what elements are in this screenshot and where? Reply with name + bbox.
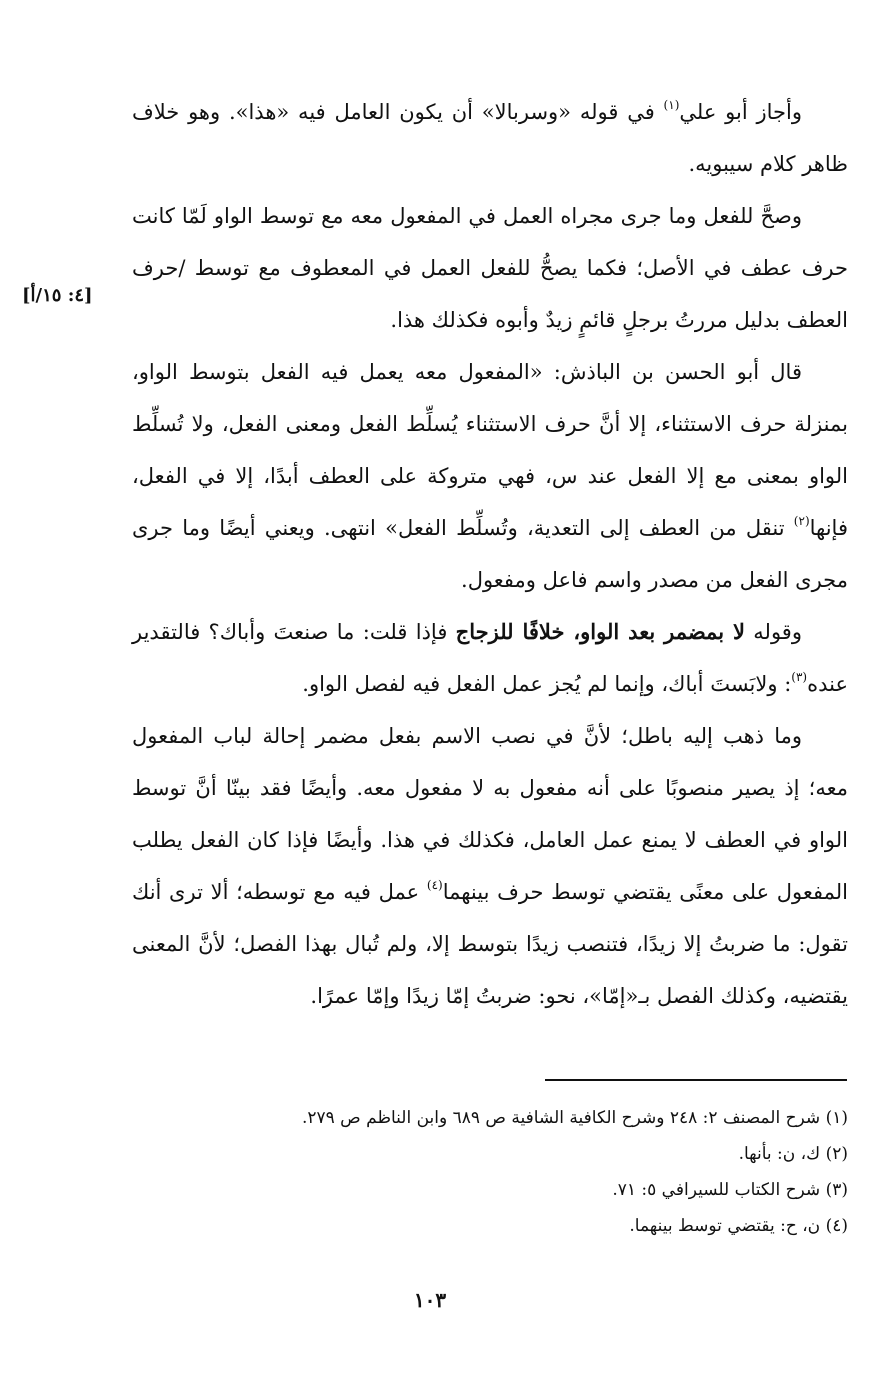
paragraph-2: وصحَّ للفعل وما جرى مجراه العمل في المفعول معه مع توسط الواو لَمّا كانت حرف عطف في الأصل؛ فكما يصحُّ للفعل العمل في المعطوف مع توسط /حرف العطف بدليل مررتُ برجلٍ قائمٍ زيدٌ وأبوه فكذلك هذا. (132, 204, 848, 332)
paragraph-1: وأجاز أبو علي$^{(١)}$ في قوله «وسربالا» أن يكون العامل فيه «هذا». وهو خلاف ظاهر كلام سيبويه. (132, 98, 848, 176)
quoted-phrase: لا بمضمر بعد الواو، خلافًا للزجاج (455, 619, 745, 644)
paragraph-3: قال أبو الحسن بن الباذش: «المفعول معه يعمل فيه الفعل بتوسط الواو، بمنزلة حرف الاستثناء، إلا أنَّ حرف الاستثناء يُسلِّط الفعل ومعنى الفعل، ولا تُسلِّط الواو بمعنى مع إلا الفعل عند س، فهي متروكة على العطف أبدًا، إلا في الفعل، فإنها$^{(٢)}$ تنقل من العطف إلى التعدية، وتُسلِّط الفعل» انتهى. ويعني أيضًا وما جرى مجرى الفعل من مصدر واسم فاعل ومفعول. (132, 360, 848, 592)
footnote-4: (٤) ن، ح: يقتضي توسط بينهما. (629, 1216, 848, 1236)
footnote-3: (٣) شرح الكتاب للسيرافي ٥: ٧١. (612, 1180, 848, 1200)
page-number: ١٠٣ (413, 1288, 447, 1312)
footnotes (132, 1100, 848, 1244)
footnote-1: (١) شرح المصنف ٢: ٢٤٨ وشرح الكافية الشافية ص ٦٨٩ وابن الناظم ص ٢٧٩. (301, 1108, 848, 1128)
manuscript-folio-ref: [٤: ١٥/أ] (22, 285, 93, 306)
footnote-2: (٢) ك، ن: بأنها. (738, 1144, 848, 1164)
main-text (132, 86, 848, 1022)
footnote-divider (545, 1079, 847, 1081)
footnote-ref-4: (٤) (426, 878, 443, 892)
footnote-ref-2: (٢) (793, 514, 810, 528)
paragraph-4: وقوله لا بمضمر بعد الواو، خلافًا للزجاج فإذا قلت: ما صنعتَ وأباك؟ فالتقدير عنده$^{(٣)}$: ولابَستَ أباك، وإنما لم يُجز عمل الفعل فيه لفصل الواو. (132, 619, 848, 696)
footnote-ref-1: (١) (663, 98, 680, 112)
paragraph-5: وما ذهب إليه باطل؛ لأنَّ في نصب الاسم بفعل مضمر إحالة لباب المفعول معه؛ إذ يصير منصوبًا على أنه مفعول به لا مفعول معه. وأيضًا فقد بينّا أنَّ توسط الواو في العطف لا يمنع عمل العامل، فكذلك في هذا. وأيضًا فإذا كان الفعل يطلب المفعول على معنًى يقتضي توسط حرف بينهما$^{(٤)}$ عمل فيه مع توسطه؛ ألا ترى أنك تقول: ما ضربتُ إلا زيدًا، فتنصب زيدًا بتوسط إلا، ولم تُبال بهذا الفصل؛ لأنَّ المعنى يقتضيه، وكذلك الفصل بـ«إمّا»، نحو: ضربتُ إمّا زيدًا وإمّا عمرًا. (132, 724, 849, 1008)
footnote-ref-3: (٣) (791, 670, 808, 684)
